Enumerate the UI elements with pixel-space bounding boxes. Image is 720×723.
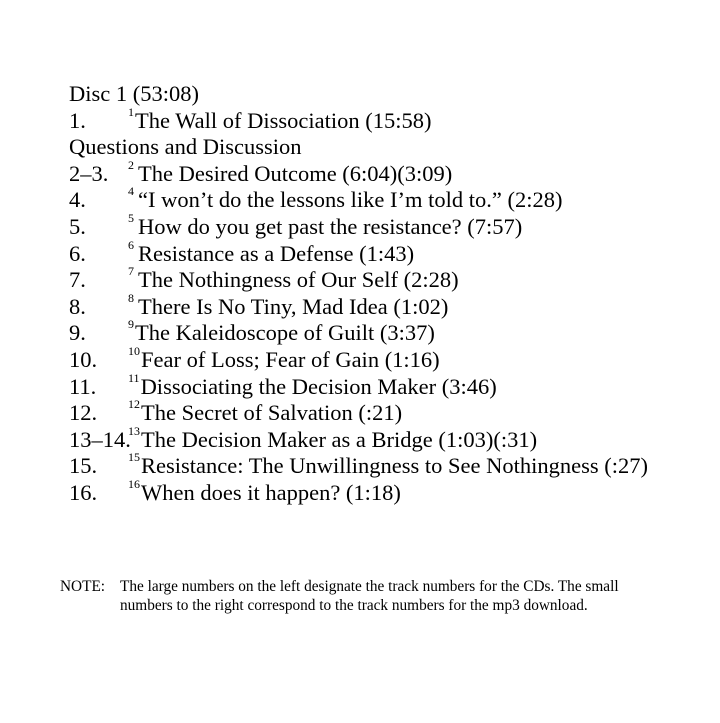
mp3-track-number: 8 — [128, 290, 134, 305]
mp3-track-number: 6 — [128, 237, 134, 252]
track-title: The Desired Outcome (6:04)(3:09) — [138, 160, 453, 186]
cd-track-number: 4. — [69, 187, 86, 213]
track-row — [69, 104, 709, 135]
section-label: Questions and Discussion — [69, 134, 302, 160]
disc-heading: Disc 1 (53:08) — [69, 81, 199, 106]
track-row — [69, 476, 709, 507]
cd-track-number: 8. — [69, 293, 86, 319]
track-title: Resistance: The Unwillingness to See Nothingness (:27) — [141, 453, 649, 479]
track-title: When does it happen? (1:18) — [141, 479, 401, 505]
note-text — [120, 577, 710, 615]
cd-track-number: 12. — [69, 400, 98, 426]
note-text-line: The large numbers on the left designate the track numbers for the CDs. The small — [120, 578, 619, 595]
mp3-track-number: 4 — [128, 184, 134, 199]
mp3-track-number: 11 — [128, 370, 140, 385]
mp3-track-number: 13 — [128, 423, 140, 438]
mp3-track-number: 2 — [128, 157, 134, 172]
cd-track-number: 6. — [69, 240, 86, 266]
cd-track-number: 2–3. — [69, 160, 109, 186]
track-title: How do you get past the resistance? (7:57) — [138, 213, 523, 239]
cd-track-number: 15. — [69, 453, 98, 479]
mp3-track-number: 10 — [128, 343, 140, 358]
cd-track-number: 16. — [69, 479, 98, 505]
track-title: The Nothingness of Our Self (2:28) — [138, 267, 459, 293]
track-title: Dissociating the Decision Maker (3:46) — [140, 373, 497, 399]
mp3-track-number: 1 — [128, 104, 134, 119]
cd-track-number: 1. — [69, 107, 86, 133]
track-row — [69, 157, 709, 188]
mp3-track-number: 12 — [128, 397, 140, 412]
track-row — [69, 423, 709, 454]
mp3-track-number: 5 — [128, 210, 134, 225]
track-row — [69, 450, 709, 480]
cd-track-number: 10. — [69, 346, 98, 372]
track-row — [69, 184, 709, 214]
cd-track-number: 11. — [69, 373, 97, 399]
track-list-document — [69, 81, 709, 507]
mp3-track-number: 15 — [128, 450, 140, 465]
track-row — [69, 397, 709, 427]
track-title: The Decision Maker as a Bridge (1:03)(:31) — [141, 426, 538, 452]
track-row — [69, 317, 709, 347]
cd-track-number: 5. — [69, 213, 86, 239]
track-title: Resistance as a Defense (1:43) — [138, 240, 415, 266]
cd-track-number: 9. — [69, 320, 86, 346]
track-title: There Is No Tiny, Mad Idea (1:02) — [138, 293, 449, 319]
note-label: NOTE: — [60, 578, 106, 595]
track-title: Fear of Loss; Fear of Gain (1:16) — [141, 346, 440, 372]
mp3-track-number: 7 — [128, 264, 134, 279]
mp3-track-number: 9 — [128, 317, 134, 332]
track-title: “I won’t do the lessons like I’m told to.” (2:28) — [138, 187, 563, 213]
mp3-track-number: 16 — [128, 476, 140, 491]
cd-track-number: 7. — [69, 267, 86, 293]
track-row — [69, 237, 709, 268]
track-row — [69, 264, 709, 294]
track-row — [69, 210, 709, 241]
track-title: The Kaleidoscope of Guilt (3:37) — [135, 320, 435, 346]
track-title: The Wall of Dissociation (15:58) — [135, 107, 432, 133]
footnote — [60, 577, 710, 615]
note-text-line: numbers to the right correspond to the track numbers for the mp3 download. — [120, 597, 588, 614]
track-row — [69, 290, 709, 321]
track-title: The Secret of Salvation (:21) — [141, 400, 403, 426]
track-row — [69, 343, 709, 374]
cd-track-number: 13–14. — [69, 426, 131, 452]
track-row — [69, 370, 709, 401]
